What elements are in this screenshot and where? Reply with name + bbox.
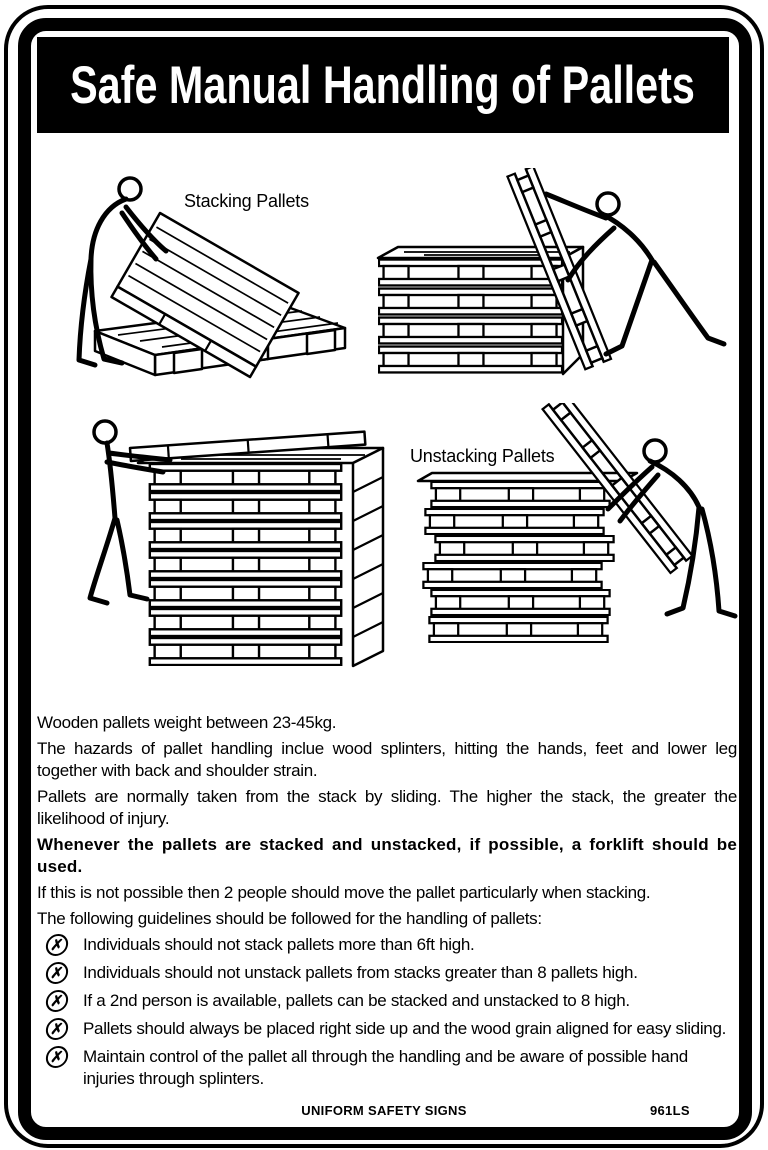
list-item: [37, 1046, 737, 1090]
manufacturer-name: UNIFORM SAFETY SIGNS: [301, 1103, 467, 1118]
guideline-text: Maintain control of the pallet all through the handling and be aware of possible hand injuries through splinters.: [83, 1047, 688, 1088]
list-item: [37, 934, 737, 956]
leaning-pallet-illustration: [370, 168, 730, 413]
guideline-text: If a 2nd person is available, pallets can be stacked and unstacked to 8 high.: [83, 991, 630, 1010]
guideline-text: Pallets should always be placed right side up and the wood grain aligned for easy sliding.: [83, 1019, 727, 1038]
stacking-pallets-label: Stacking Pallets: [184, 191, 309, 211]
title-banner: [37, 37, 729, 133]
list-item: [37, 962, 737, 984]
tall-stack-illustration: [35, 398, 390, 693]
product-code: 961LS: [650, 1103, 690, 1118]
guideline-text: Individuals should not stack pallets more than 6ft high.: [83, 935, 475, 954]
body-text: [37, 712, 737, 1096]
paragraph-forklift-bold: Whenever the pallets are stacked and unstacked, if possible, a forklift should be used.: [37, 835, 737, 876]
unstacking-pallets-label: Unstacking Pallets: [410, 446, 555, 466]
list-item: [37, 1018, 737, 1040]
crossed-circle-icon: ✗: [44, 934, 69, 956]
crossed-circle-icon: ✗: [44, 990, 69, 1012]
paragraph-two-people: If this is not possible then 2 people should move the pallet particularly when stacking.: [37, 883, 651, 902]
guideline-text: Individuals should not unstack pallets from stacks greater than 8 pallets high.: [83, 963, 638, 982]
sign-title: Safe Manual Handling of Pallets: [70, 55, 696, 115]
list-item: [37, 990, 737, 1012]
paragraph-guidelines-intro: The following guidelines should be followed for the handling of pallets:: [37, 909, 542, 928]
paragraph-weight: Wooden pallets weight between 23-45kg.: [37, 713, 337, 732]
paragraph-hazards: The hazards of pallet handling inclue wood splinters, hitting the hands, feet and lower leg together with back and shoulder strain.: [37, 739, 737, 780]
paragraph-sliding: Pallets are normally taken from the stack by sliding. The higher the stack, the greater the likelihood of injury.: [37, 787, 737, 828]
crossed-circle-icon: ✗: [44, 962, 69, 984]
guidelines-list: [37, 934, 737, 1090]
crossed-circle-icon: ✗: [44, 1018, 69, 1040]
crossed-circle-icon: ✗: [44, 1046, 69, 1068]
